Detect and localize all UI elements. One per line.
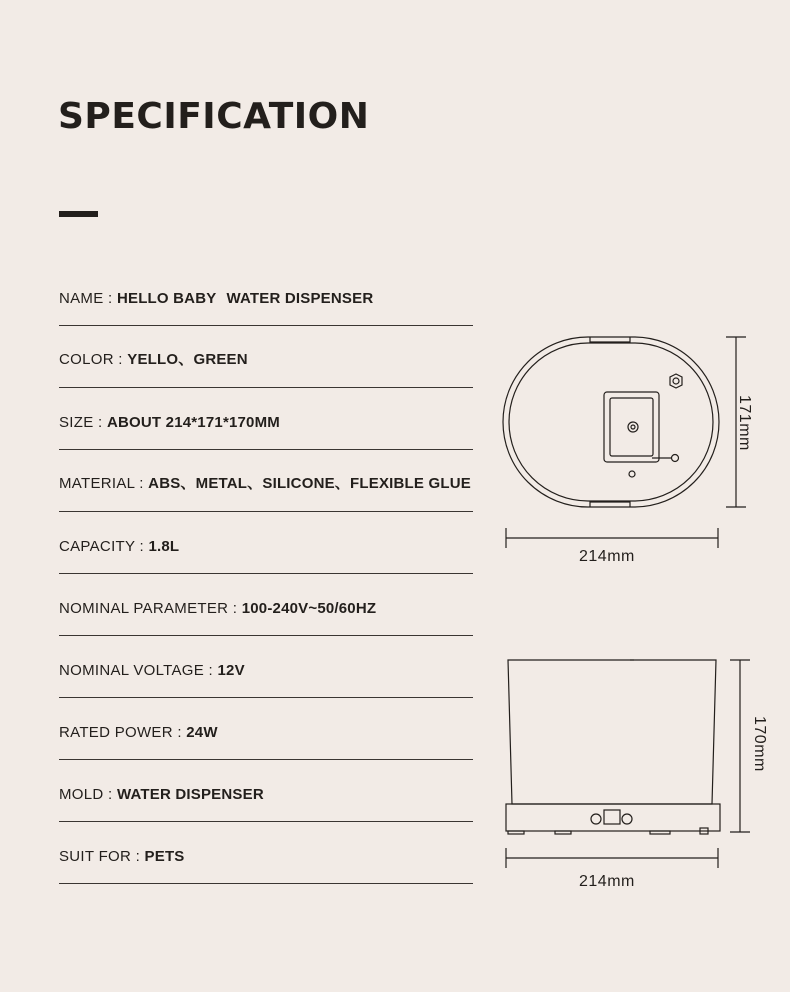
top-view-bottom-handle <box>590 502 630 507</box>
side-view-foot-mid-right <box>650 831 670 834</box>
title-underline-bar <box>59 211 98 217</box>
top-view-hex-knob <box>670 374 682 388</box>
top-view-small-hole <box>629 471 635 477</box>
side-view-port-square <box>604 810 620 824</box>
side-view-base <box>506 804 720 831</box>
spec-list <box>59 264 473 884</box>
spec-label: NOMINAL PARAMETER : <box>59 600 242 617</box>
spec-value: 100-240V~50/60HZ <box>241 600 377 617</box>
spec-label: NAME : <box>59 290 117 307</box>
spec-row-mold <box>59 760 473 822</box>
spec-label: SIZE : <box>59 414 107 431</box>
spec-value: 12V <box>217 662 245 679</box>
side-view-diagram <box>500 652 760 882</box>
spec-row-material <box>59 450 473 512</box>
side-view-port-right <box>622 814 632 824</box>
side-view-body <box>508 660 716 804</box>
spec-label: NOMINAL VOLTAGE : <box>59 662 218 679</box>
side-view-port-left <box>591 814 601 824</box>
spec-label: SUIT FOR : <box>59 848 145 865</box>
top-view-diagram <box>500 330 760 560</box>
top-view-width-label: 214mm <box>579 548 635 565</box>
spec-label: MATERIAL : <box>59 475 149 492</box>
spec-label: RATED POWER : <box>59 724 187 741</box>
spec-row-nominal-voltage <box>59 636 473 698</box>
top-view-hex-knob-center <box>673 378 679 384</box>
spec-label: COLOR : <box>59 351 128 368</box>
spec-row-capacity <box>59 512 473 574</box>
spec-value: WATER DISPENSER <box>116 786 264 803</box>
spec-value-secondary: WATER DISPENSER <box>226 290 374 307</box>
top-view-center-button-ring <box>631 425 635 429</box>
page-title: SPECIFICATION <box>58 96 370 137</box>
top-view-cable-port <box>672 455 679 462</box>
spec-value: ABOUT 214*171*170MM <box>106 414 280 431</box>
spec-row-color <box>59 326 473 388</box>
spec-row-rated-power <box>59 698 473 760</box>
spec-value: HELLO BABY <box>116 290 217 307</box>
top-view-inner-lid <box>509 343 713 501</box>
spec-row-size <box>59 388 473 450</box>
spec-value: PETS <box>144 848 185 865</box>
spec-row-name <box>59 264 473 326</box>
top-view-center-button <box>628 422 638 432</box>
side-view-foot-left <box>508 831 524 834</box>
spec-label: MOLD : <box>59 786 117 803</box>
spec-value: 1.8L <box>148 538 180 555</box>
top-view-depth-label: 171mm <box>736 395 753 451</box>
side-view-height-label: 170mm <box>751 716 768 772</box>
spec-value: YELLO、GREEN <box>127 351 248 368</box>
spec-row-nominal-parameter <box>59 574 473 636</box>
spec-value: ABS、METAL、SILICONE、FLEXIBLE GLUE <box>148 475 471 492</box>
spec-row-suit-for <box>59 822 473 884</box>
top-view-top-handle <box>590 337 630 342</box>
spec-value: 24W <box>186 724 218 741</box>
spec-label: CAPACITY : <box>59 538 149 555</box>
side-view-foot-mid-left <box>555 831 571 834</box>
side-view-width-label: 214mm <box>579 873 635 890</box>
